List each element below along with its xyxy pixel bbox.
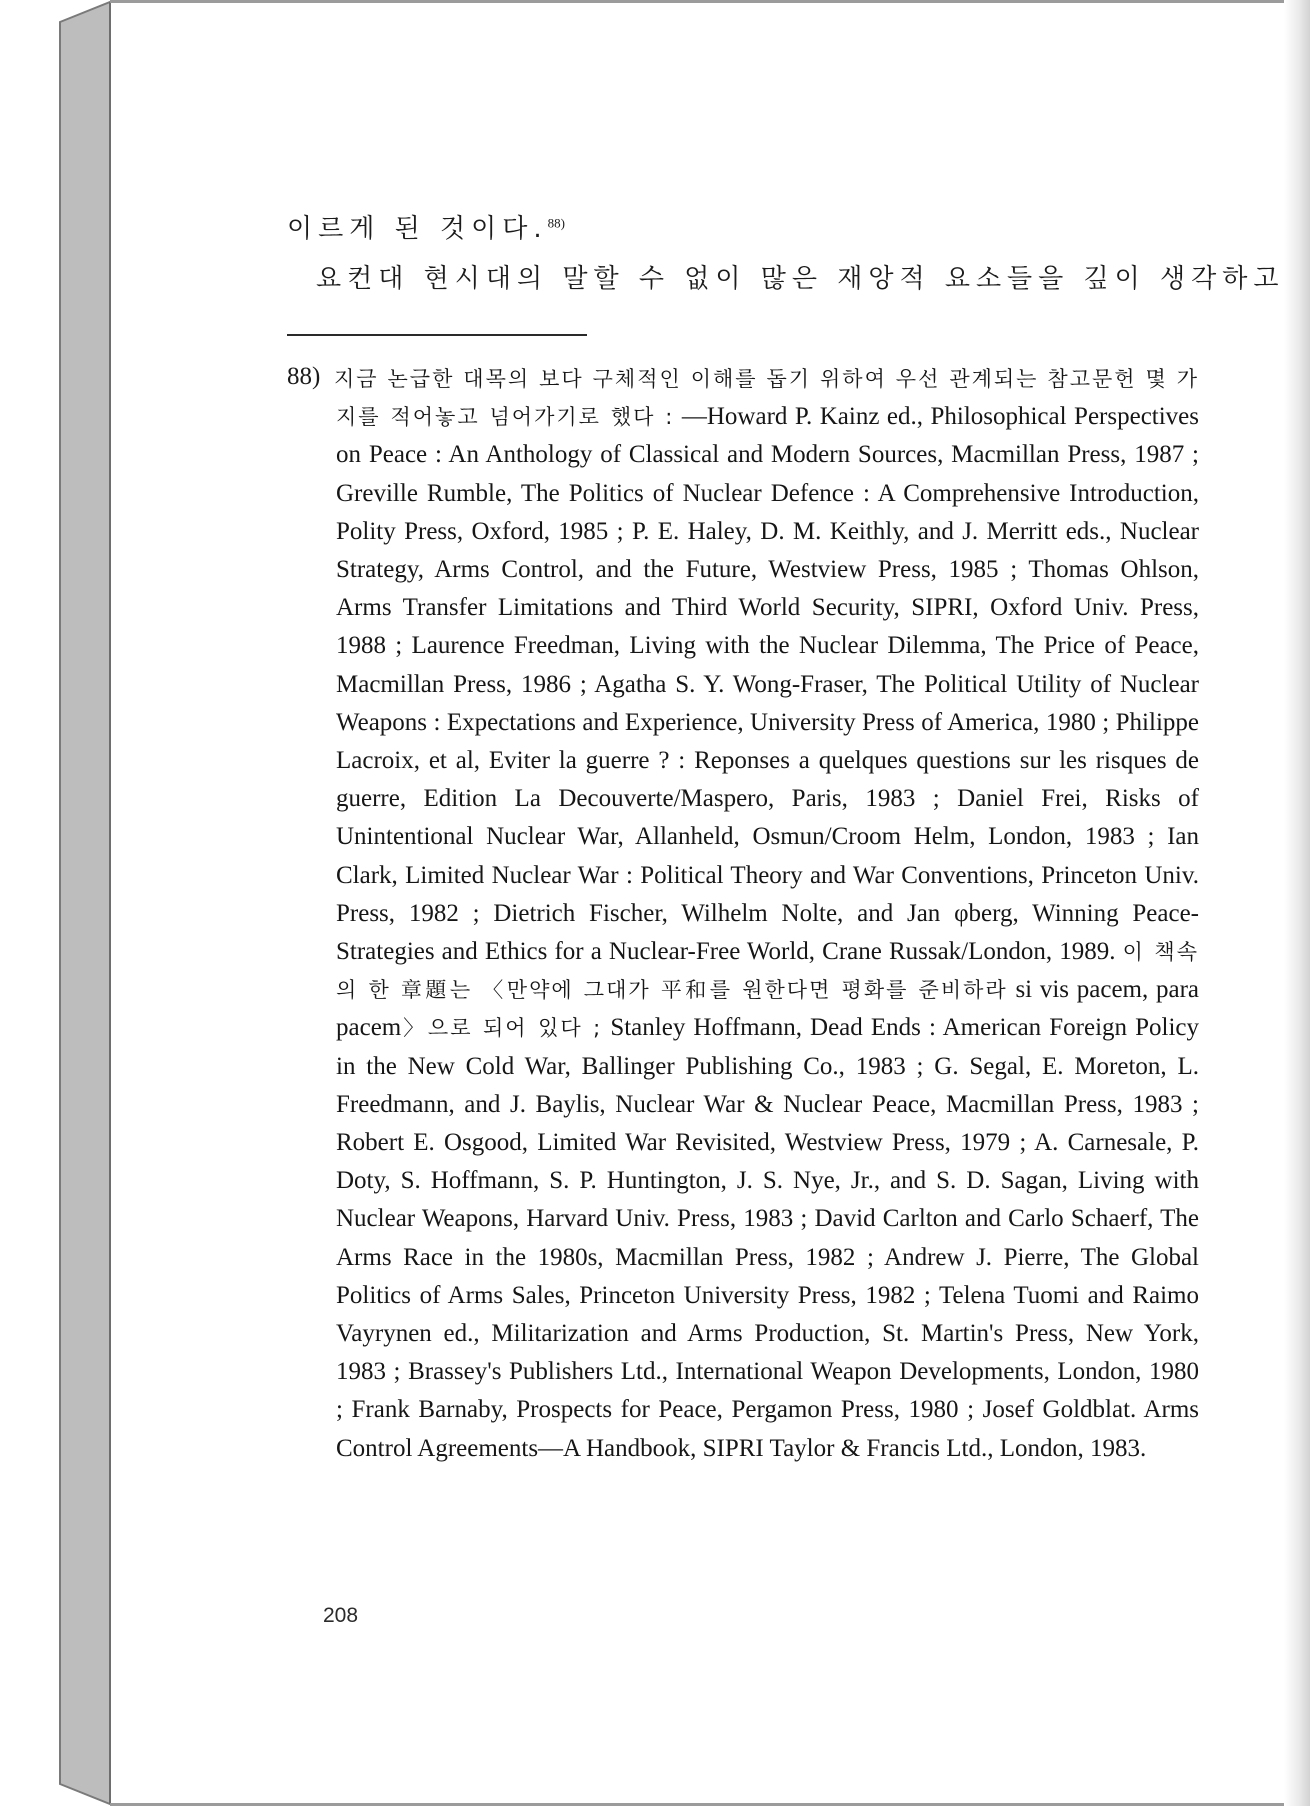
- footnote-korean-intro: 지금 논급한 대목의 보다 구체적인 이해를 돕기 위하여 우선 관계되는 참고문헌 몇 가지를 적어놓고 넘어가기로 했다 :: [334, 367, 1199, 430]
- body-text-1: 이르게 된 것이다.: [287, 214, 548, 244]
- footnote-references: —Howard P. Kainz ed., Philosophical Perspectives on Peace : An Anthology of Classical and Modern Sources, Macmillan Press, 1987 ; Greville Rumble, The Politics of Nuclear Defence : A Comprehensive Introduction, Polity Press, Oxford, 1985 ; P. E. Haley, D. M. Keithly, and J. Merritt eds., Nuclear Strategy, Arms Control, and the Future, Westview Press, 1985 ; Thomas Ohlson, Arms Transfer Limitations and Third World Security, SIPRI, Oxford Univ. Press, 1988 ; Laurence Freedman, Living with the Nuclear Dilemma, The Price of Peace, Macmillan Press, 1986 ; Agatha S. Y. Wong-Fraser, The Political Utility of Nuclear Weapons : Expectations and Experience, University Press of America, 1980 ; Philippe Lacroix, et al, Eviter la guerre ? : Reponses a quelques questions sur les risques de guerre, Edition La Decouverte/Maspero, Paris, 1983 ; Daniel Frei, Risks of Unintentional Nuclear War, Allanheld, Osmun/Croom Helm, London, 1983 ; Ian Clark, Limited Nuclear War : Political Theory and War Conventions, Princeton Univ. Press, 1982 ; Dietrich Fischer, Wilhelm Nolte, and Jan φberg, Winning Peace-Strategies and Ethics for a Nuclear-Free World, Crane Russak/London, 1989.: [336, 403, 1200, 966]
- body-line-1: [287, 208, 565, 245]
- footnote-chapter-note-end: 〉으로 되어 있다 ;: [401, 1016, 603, 1041]
- footnote-latin-motto: si vis pacem, para pacem: [336, 976, 1199, 1042]
- page-number: 208: [323, 1604, 359, 1627]
- footnote-reference[interactable]: 88): [547, 215, 565, 231]
- body-line-2: 요컨대 현시대의 말할 수 없이 많은 재앙적 요소들을 깊이 생각하고: [316, 264, 1285, 294]
- footnote-number: 88): [287, 363, 321, 390]
- footnote-chapter-note: 이 책속의 한 章題는 〈만약에 그대가 平和를 원한다면 평화를 준비하라: [336, 940, 1199, 1003]
- footnote-body: [336, 360, 1199, 1468]
- footnote-separator: [287, 334, 587, 336]
- footnote-references-2: Stanley Hoffmann, Dead Ends : American Foreign Policy in the New Cold War, Ballinger Publishing Co., 1983 ; G. Segal, E. Moreton, L. Freedmann, and J. Baylis, Nuclear War & Nuclear Peace, Macmillan Press, 1983 ; Robert E. Osgood, Limited War Revisited, Westview Press, 1979 ; A. Carnesale, P. Doty, S. Hoffmann, S. P. Huntington, J. S. Nye, Jr., and S. D. Sagan, Living with Nuclear Weapons, Harvard Univ. Press, 1983 ; David Carlton and Carlo Schaerf, The Arms Race in the 1980s, Macmillan Press, 1982 ; Andrew J. Pierre, The Global Politics of Arms Sales, Princeton University Press, 1982 ; Telena Tuomi and Raimo Vayrynen ed., Militarization and Arms Production, St. Martin's Press, New York, 1983 ; Brassey's Publishers Ltd., International Weapon Developments, London, 1980 ; Frank Barnaby, Prospects for Peace, Pergamon Press, 1980 ; Josef Goldblat. Arms Control Agreements—A Handbook, SIPRI Taylor & Francis Ltd., London, 1983.: [336, 1014, 1199, 1462]
